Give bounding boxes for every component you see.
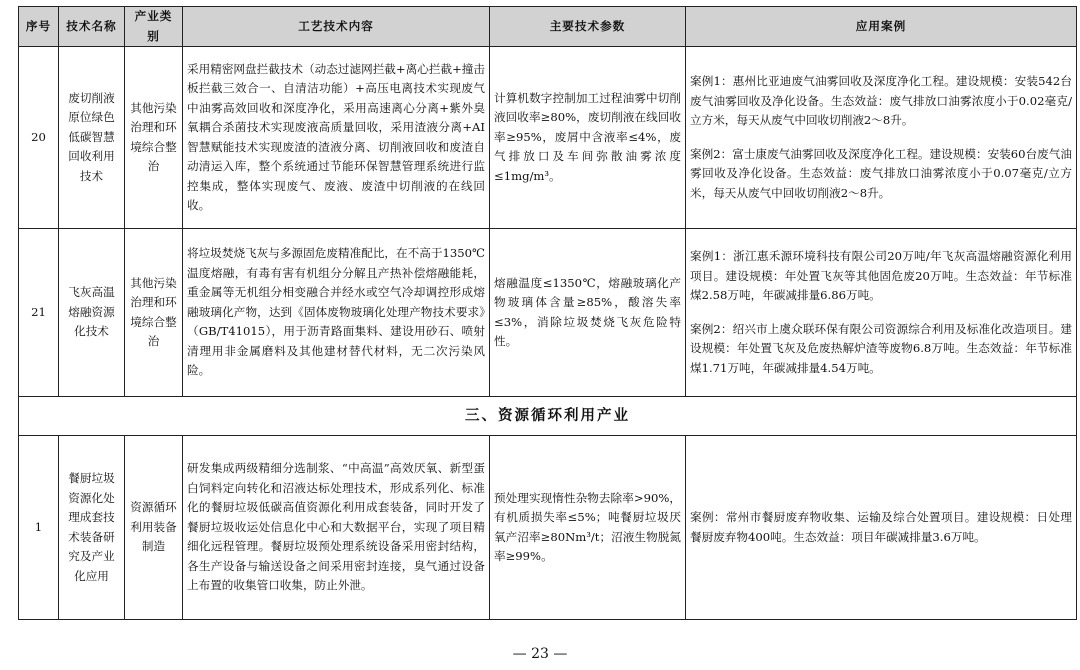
table-row bbox=[19, 436, 1077, 620]
tech-name: 餐厨垃圾资源化处理成套技术装备研究及产业化应用 bbox=[59, 436, 125, 620]
process-content: 将垃圾焚烧飞灰与多源固危废精准配比，在不高于1350℃温度熔融，有毒有害有机组分分解且产热补偿熔融能耗，重金属等无机组分相变融合并经水或空气冷却调控形成熔融玻璃化产物，达到《固体废物玻璃化处理产物技术要求》（GB/T41015），用于沥青路面集料、建设用砂石、喷射清理用非金属磨料及其他建材替代材料，无二次污染风险。 bbox=[183, 229, 490, 397]
section-heading-row bbox=[19, 397, 1077, 436]
process-content: 采用精密网盘拦截技术（动态过滤网拦截+离心拦截+撞击板拦截三效合一、自清洁功能）+高压电离技术实现废气中油雾高效回收和深度净化，采用高速离心分离+紫外臭氧耦合杀菌技术实现废液高质量回收，采用渣液分离+AI智慧赋能技术实现废渣的渣液分离、切削液回收和废渣自动清运入库，整个系统通过节能环保智慧管理系统进行监控集成，整体实现废气、废液、废渣中切削液的在线回收。 bbox=[183, 47, 490, 229]
tech-name: 飞灰高温熔融资源化技术 bbox=[59, 229, 125, 397]
table-row bbox=[19, 229, 1077, 397]
table-header bbox=[19, 7, 1077, 47]
row-number: 20 bbox=[19, 47, 59, 229]
header-application-cases: 应用案例 bbox=[686, 7, 1077, 47]
process-content: 研发集成两级精细分选制浆、“中高温”高效厌氧、新型蛋白饲料定向转化和沼液达标处理技术，形成系列化、标准化的餐厨垃圾低碳高值资源化利用成套装备，同时开发了餐厨垃圾收运处信息化中心和大数据平台，实现了项目精细化远程管理。餐厨垃圾预处理系统设备采用密封结构，各生产设备与输送设备之间采用密封连接，臭气通过设备上布置的收集管口收集，防止外泄。 bbox=[183, 436, 490, 620]
header-no: 序号 bbox=[19, 7, 59, 47]
header-industry-category: 产业类别 bbox=[125, 7, 183, 47]
industry-category: 其他污染治理和环境综合整治 bbox=[125, 47, 183, 229]
application-cases bbox=[686, 47, 1077, 229]
main-parameters: 计算机数字控制加工过程油雾中切削液回收率≥80%，废切削液在线回收率≥95%，废屑中含液率≤4%，废气排放口及车间弥散油雾浓度≤1mg/m³。 bbox=[490, 47, 686, 229]
application-cases bbox=[686, 229, 1077, 397]
row-number: 21 bbox=[19, 229, 59, 397]
page-number: — 23 — bbox=[512, 646, 568, 662]
case-item: 案例2：富士康废气油雾回收及深度净化工程。建设规模：安装60台废气油雾回收及净化设备。生态效益：废气排放口油雾浓度小于0.07毫克/立方米，每天从废气中回收切削液2～8升。 bbox=[690, 146, 1072, 200]
header-main-parameters: 主要技术参数 bbox=[490, 7, 686, 47]
main-parameters: 熔融温度≤1350℃，熔融玻璃化产物玻璃体含量≥85%，酸溶失率≤3%，消除垃圾焚烧飞灰危险特性。 bbox=[490, 229, 686, 397]
main-parameters: 预处理实现惰性杂物去除率>90%，有机质损失率≤5%；吨餐厨垃圾厌氧产沼率≥80Nm³/t；沼液生物脱氮率≥99%。 bbox=[490, 436, 686, 620]
technology-table bbox=[18, 6, 1077, 620]
row-number: 1 bbox=[19, 436, 59, 620]
case-item: 案例1：惠州比亚迪废气油雾回收及深度净化工程。建设规模：安装542台废气油雾回收及净化设备。生态效益：废气排放口油雾浓度小于0.02毫克/立方米，每天从废气中回收切削液2～8升。 bbox=[690, 74, 1072, 127]
case-item: 案例：常州市餐厨废弃物收集、运输及综合处置项目。建设规模：日处理餐厨废弃物400吨。生态效益：项目年碳减排量3.6万吨。 bbox=[690, 510, 1072, 544]
case-item: 案例2：绍兴市上虞众联环保有限公司资源综合利用及标准化改造项目。建设规模：年处置飞灰及危废热解炉渣等废物6.8万吨。生态效益：年节标准煤1.71万吨，年碳减排量4.54万吨。 bbox=[690, 321, 1072, 375]
tech-name: 废切削液原位绿色低碳智慧回收利用技术 bbox=[59, 47, 125, 229]
header-tech-name: 技术名称 bbox=[59, 7, 125, 47]
industry-category: 其他污染治理和环境综合整治 bbox=[125, 229, 183, 397]
header-process-content: 工艺技术内容 bbox=[183, 7, 490, 47]
case-item: 案例1：浙江惠禾源环境科技有限公司20万吨/年飞灰高温熔融资源化利用项目。建设规模：年处置飞灰等其他固危废20万吨。生态效益：年节标准煤2.58万吨，年碳减排量6.86万吨。 bbox=[690, 249, 1072, 302]
application-cases bbox=[686, 436, 1077, 620]
section-title: 三、资源循环利用产业 bbox=[19, 397, 1077, 436]
industry-category: 资源循环利用装备制造 bbox=[125, 436, 183, 620]
table-row bbox=[19, 47, 1077, 229]
